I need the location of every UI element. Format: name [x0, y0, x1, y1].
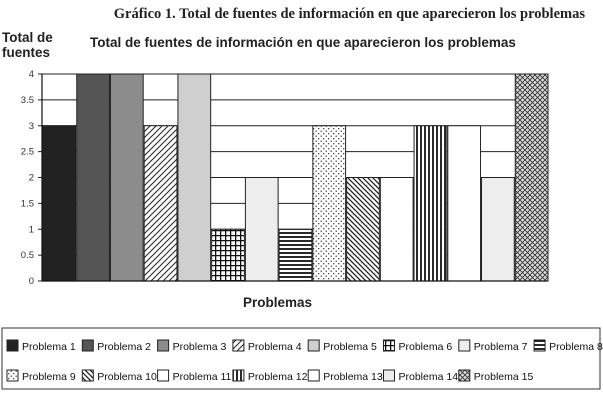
y-tick-label: 2	[28, 172, 34, 184]
y-tick-label: 2.5	[20, 146, 34, 158]
legend-swatch	[308, 340, 319, 351]
bar	[414, 126, 447, 281]
legend-label: Problema 15	[473, 371, 534, 383]
y-tick-label: 0.5	[20, 250, 34, 262]
legend-swatch	[7, 370, 18, 381]
bar	[178, 74, 211, 281]
bar	[279, 229, 312, 281]
legend-label: Problema 5	[323, 341, 377, 353]
chart-title: Total de fuentes de información en que aparecieron los problemas	[90, 35, 516, 50]
y-tick-label: 3.5	[20, 94, 34, 106]
legend-label: Problema 6	[398, 341, 453, 353]
legend-label: Problema 3	[172, 341, 227, 353]
y-tick-label: 1	[28, 224, 34, 236]
legend	[7, 340, 603, 383]
legend-swatch	[233, 340, 244, 351]
bar	[43, 126, 76, 281]
legend-swatch	[158, 370, 169, 381]
legend-swatch	[534, 340, 545, 351]
bar	[110, 74, 143, 281]
legend-label: Problema 11	[172, 371, 232, 383]
bar	[77, 74, 110, 281]
bar	[380, 178, 413, 282]
x-axis-label: Problemas	[243, 295, 313, 310]
figure-caption: Gráfico 1. Total de fuentes de información en que aparecieron los problemas	[113, 6, 585, 22]
legend-swatch	[7, 340, 18, 351]
legend-swatch	[459, 340, 470, 351]
legend-swatch	[158, 340, 169, 351]
bar	[245, 178, 278, 282]
legend-label: Problema 9	[22, 371, 76, 383]
y-tick-labels	[21, 69, 42, 287]
legend-label: Problema 10	[97, 371, 157, 383]
legend-label: Problema 13	[323, 371, 383, 383]
legend-label: Problema 14	[398, 371, 459, 383]
legend-swatch	[82, 340, 93, 351]
legend-swatch	[384, 340, 395, 351]
bar	[212, 229, 245, 281]
y-tick-label: 0	[28, 276, 34, 287]
bar	[482, 178, 515, 282]
legend-label: Problema 8	[549, 341, 603, 353]
legend-label: Problema 7	[473, 341, 528, 353]
y-axis-label	[2, 30, 53, 60]
legend-swatch	[233, 370, 244, 381]
y-axis-label-line: fuentes	[2, 45, 51, 60]
bar	[448, 126, 481, 281]
bar	[144, 126, 177, 281]
bar	[313, 126, 346, 281]
legend-label: Problema 2	[97, 341, 152, 353]
legend-swatch	[308, 370, 319, 381]
y-tick-label: 1.5	[20, 198, 34, 210]
legend-label: Problema 4	[247, 341, 302, 353]
y-tick-label: 3	[28, 120, 34, 132]
legend-swatch	[459, 370, 470, 381]
bar	[515, 74, 548, 281]
legend-swatch	[384, 370, 395, 381]
bar	[347, 178, 380, 282]
y-tick-label: 4	[28, 69, 34, 80]
legend-label: Problema 1	[22, 341, 76, 353]
y-axis-label-line: Total de	[2, 30, 53, 45]
legend-label: Problema 12	[247, 371, 308, 383]
legend-swatch	[82, 370, 93, 381]
